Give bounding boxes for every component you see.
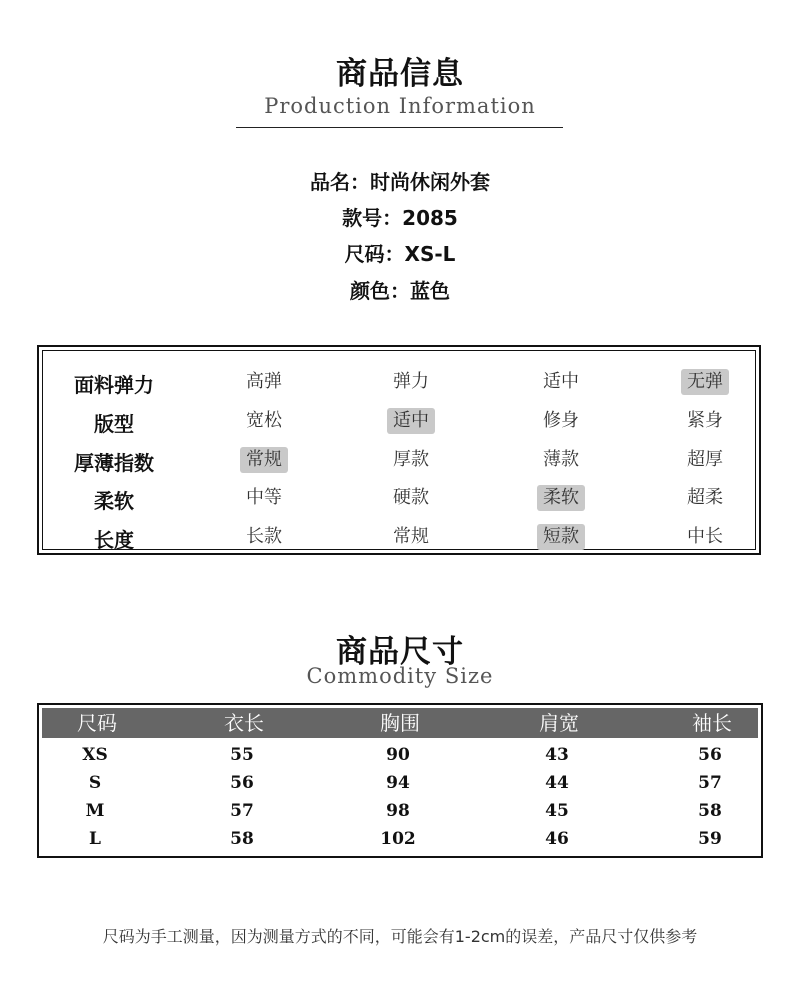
size-value-cell: 102 [380,829,416,849]
size-header-cell: 尺码 [77,711,117,735]
attribute-label: 版型 [94,412,134,436]
attribute-row [43,522,755,552]
attribute-option-selected: 常规 [240,447,288,473]
attribute-row [43,483,755,513]
size-value-cell: 43 [545,745,569,765]
size-value-cell: 57 [230,801,254,821]
attribute-option: 中等 [246,487,282,508]
attribute-label: 柔软 [94,489,134,513]
size-range-line: 尺码：XS-L [344,242,456,266]
measurement-footnote: 尺码为手工测量，因为测量方式的不同，可能会有1-2cm的误差，产品尺寸仅供参考 [102,927,698,946]
attribute-row [43,406,755,436]
size-value-cell: 90 [386,745,410,765]
size-value-cell: 56 [698,745,722,765]
size-header-cell: 衣长 [224,711,264,735]
attribute-row [43,445,755,475]
attribute-option: 中长 [687,526,723,547]
attribute-option: 紧身 [687,410,723,431]
size-label-cell: M [85,801,105,821]
color-line: 颜色：蓝色 [350,279,450,303]
size-value-cell: 45 [545,801,569,821]
attribute-label: 长度 [94,528,134,552]
attribute-option: 超柔 [687,487,723,508]
attribute-table-inner [42,350,756,550]
size-value-cell: 46 [545,829,569,849]
product-name-line: 品名：时尚休闲外套 [310,170,490,194]
size-value-cell: 57 [698,773,722,793]
size-info-subtitle: Commodity Size [306,664,494,688]
attribute-option: 硬款 [393,487,429,508]
attribute-option-selected: 无弹 [681,369,729,395]
attribute-option: 厚款 [393,449,429,470]
size-value-cell: 59 [698,829,722,849]
size-value-cell: 44 [545,773,569,793]
size-header-cell: 袖长 [692,711,732,735]
product-info-title: 商品信息 [336,56,464,92]
size-value-cell: 98 [386,801,410,821]
attribute-table [37,345,761,555]
attribute-option-selected: 适中 [387,408,435,434]
size-value-cell: 55 [230,745,254,765]
size-header-cell: 肩宽 [539,711,579,735]
size-table-header [42,708,758,738]
title-divider [236,127,563,128]
attribute-option: 超厚 [687,449,723,470]
size-label-cell: L [89,829,101,849]
size-value-cell: 94 [386,773,410,793]
attribute-label: 面料弹力 [74,373,154,397]
size-value-cell: 58 [230,829,254,849]
size-info-title: 商品尺寸 [336,634,464,670]
attribute-option: 弹力 [393,371,429,392]
size-label-cell: S [88,773,102,793]
size-table [37,703,763,858]
size-header-cell: 胸围 [380,711,420,735]
attribute-row [43,367,755,397]
attribute-option-selected: 柔软 [537,485,585,511]
attribute-option-selected: 短款 [537,524,585,550]
size-value-cell: 56 [230,773,254,793]
attribute-option: 长款 [246,526,282,547]
attribute-option: 适中 [543,371,579,392]
attribute-option: 修身 [543,410,579,431]
style-number-line: 款号：2085 [342,206,458,230]
attribute-option: 常规 [393,526,429,547]
attribute-option: 高弹 [246,371,282,392]
attribute-option: 薄款 [543,449,579,470]
size-value-cell: 58 [698,801,722,821]
attribute-label: 厚薄指数 [74,451,154,475]
attribute-option: 宽松 [246,410,282,431]
size-label-cell: XS [82,745,108,765]
product-info-subtitle: Production Information [264,94,536,118]
